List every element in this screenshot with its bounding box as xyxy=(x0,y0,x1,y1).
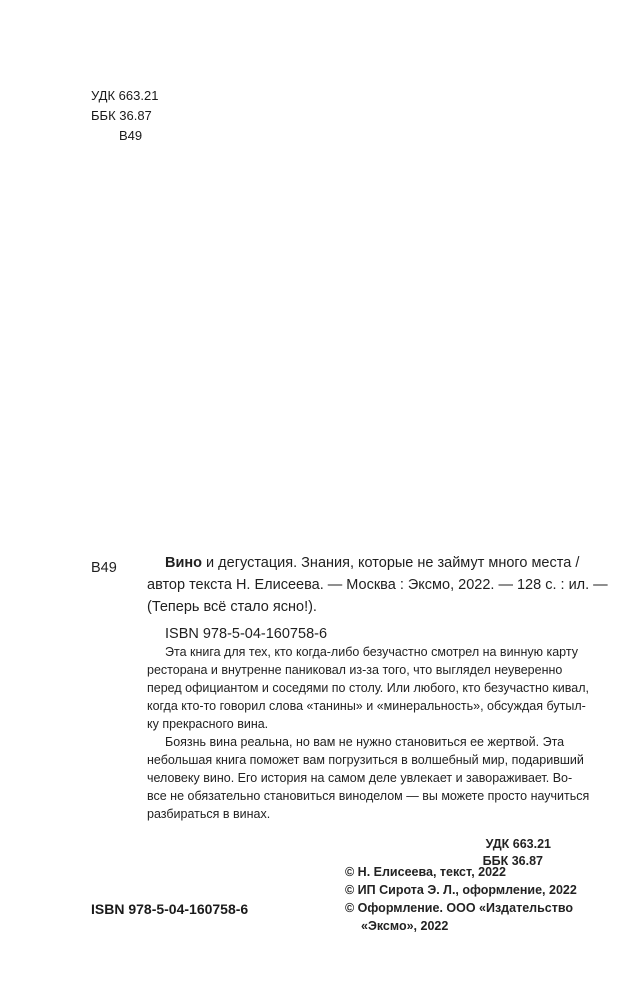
top-bbk-code: ББК 36.87 xyxy=(91,108,152,123)
copyright-line: «Эксмо», 2022 xyxy=(361,919,449,933)
record-series-line: (Теперь всё стало ясно!). xyxy=(147,599,317,615)
annotation-line: все не обязательно становиться виноделом — вы можете просто научиться xyxy=(147,789,590,803)
record-title-bold: Вино xyxy=(165,555,203,571)
annotation-line: ку прекрасного вина. xyxy=(147,717,269,731)
annotation-line: ресторана и внутренне паниковал из-за того, что выглядел неуверенно xyxy=(147,663,563,677)
copyright-line: © ИП Сирота Э. Л., оформление, 2022 xyxy=(345,883,577,897)
bottom-isbn: ISBN 978-5-04-160758-6 xyxy=(91,901,249,917)
record-author-line: автор текста Н. Елисеева. — Москва : Эксмо, 2022. — 128 с. : ил. — xyxy=(147,577,608,593)
copyright-line: © Н. Елисеева, текст, 2022 xyxy=(345,865,506,879)
top-author-mark: В49 xyxy=(119,128,143,143)
bottom-udk-code: УДК 663.21 xyxy=(485,837,551,851)
top-udk-code: УДК 663.21 xyxy=(91,88,159,103)
record-isbn: ISBN 978-5-04-160758-6 xyxy=(165,626,328,642)
annotation-line: человеку вино. Его история на самом деле увлекает и завораживает. Во- xyxy=(147,771,573,785)
annotation-line: перед официантом и соседями по столу. Или любого, кто безучастно кивал, xyxy=(147,681,590,695)
annotation-line: Боязнь вина реальна, но вам не нужно становиться ее жертвой. Эта xyxy=(165,735,565,749)
record-author-mark: В49 xyxy=(91,560,117,576)
copyright-line: © Оформление. ООО «Издательство xyxy=(345,901,573,915)
annotation-line: небольшая книга поможет вам погрузиться в волшебный мир, подаривший xyxy=(147,753,584,767)
annotation-line: разбираться в винах. xyxy=(147,807,271,821)
bottom-bbk-code: ББК 36.87 xyxy=(482,854,543,868)
record-title-rest: и дегустация. Знания, которые не займут много места / xyxy=(202,555,580,571)
annotation-line: Эта книга для тех, кто когда-либо безучастно смотрел на винную карту xyxy=(165,645,578,659)
record-title-line xyxy=(165,552,579,574)
annotation-line: когда кто-то говорил слова «танины» и «минеральность», обсуждая бутыл- xyxy=(147,699,586,713)
